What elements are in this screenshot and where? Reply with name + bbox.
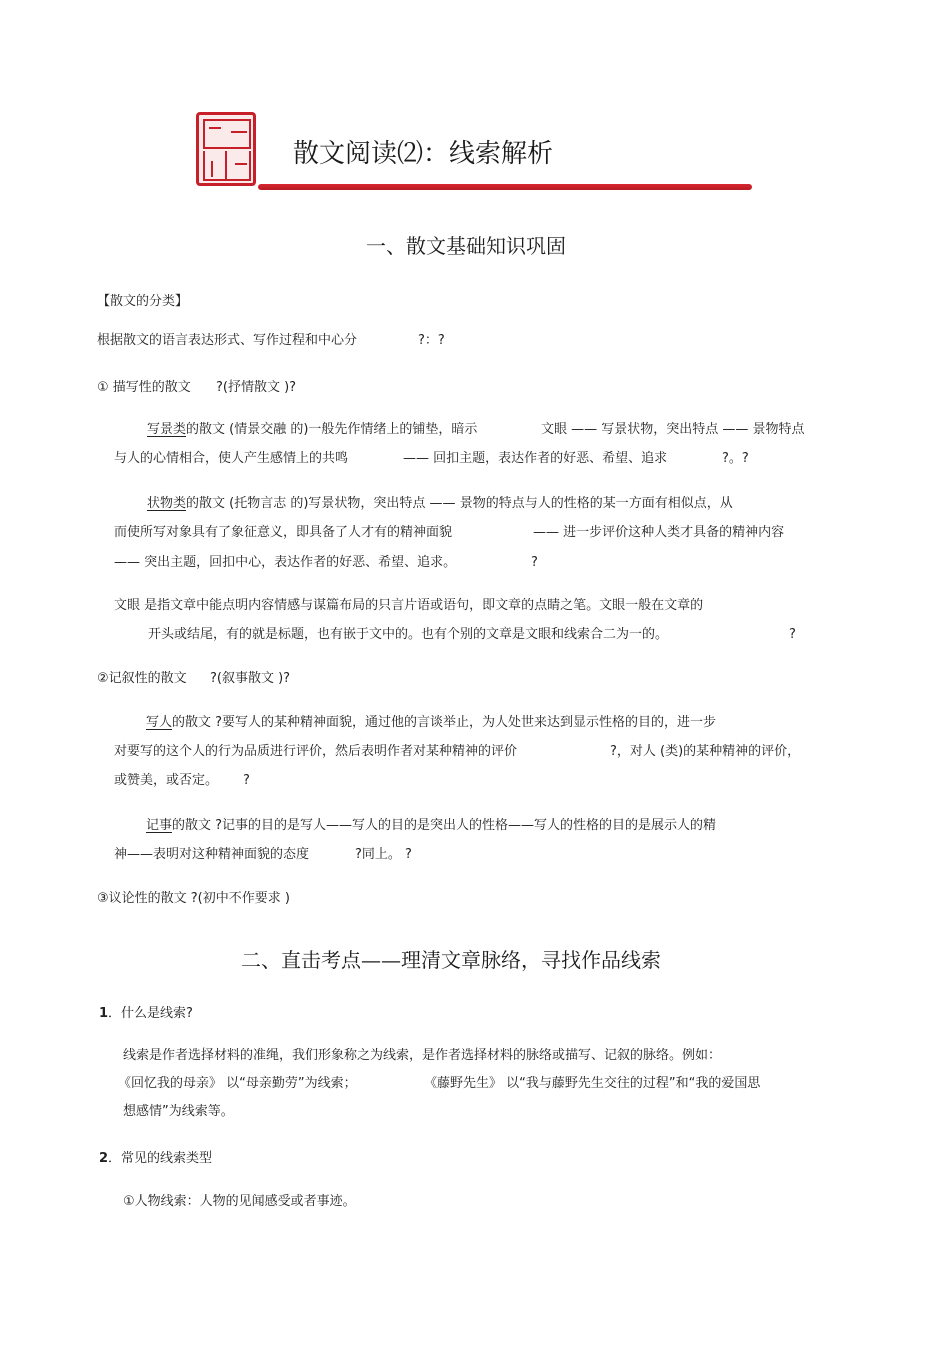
jishi-text-2: 神——表明对这种精神面貌的态度	[114, 847, 310, 862]
zhuangwu-text-3: —— 突出主题，回扣中心，表达作者的好恶、希望、追求。	[114, 555, 457, 570]
page-title: 散文阅读⑵：线索解析	[293, 139, 554, 169]
term-xieren: 写人	[146, 715, 173, 730]
q2-number: 2	[99, 1151, 109, 1166]
term-jishi: 记事	[146, 818, 173, 833]
q2-text-1: ①人物线索：人物的见闻感受或者事迹。	[123, 1194, 356, 1209]
category-label: 【散文的分类】	[97, 294, 189, 309]
xiejing-text-2: 与人的心情相合，使人产生感情上的共鸣	[114, 451, 349, 466]
wenyan-text-2b: ?	[789, 627, 796, 642]
item2-heading: ②记叙性的散文	[97, 671, 187, 686]
seal-stroke	[211, 161, 213, 177]
seal-glyph	[203, 119, 227, 149]
xieren-text-2: 对要写的这个人的行为品质进行评价，然后表明作者对某种精神的评价	[114, 744, 518, 759]
xieren-text-3: 或赞美，或否定。	[114, 773, 219, 788]
seal-stroke	[231, 131, 247, 133]
item3-heading: ③议论性的散文 ?(初中不作要求 )	[97, 891, 290, 906]
jishi-line1	[146, 818, 716, 834]
jishi-text-2b: ?同上。 ?	[355, 847, 412, 862]
intro-marks: ?：?	[418, 333, 445, 348]
q1-number: 1	[99, 1006, 109, 1021]
section-heading-2: 二、直击考点——理清文章脉络，寻找作品线索	[241, 948, 661, 972]
xieren-text-3b: ?	[243, 773, 250, 788]
seal-stroke	[209, 127, 221, 129]
q2-heading	[99, 1151, 212, 1167]
q1-text-2b: 《藤野先生》 以“我与藤野先生交往的过程”和“我的爱国思	[424, 1076, 761, 1091]
q2-title: ．常见的线索类型	[108, 1151, 213, 1166]
xieren-line1	[146, 715, 716, 731]
zhuangwu-text-2: 而使所写对象具有了象征意义，即具备了人才有的精神面貌	[114, 525, 453, 540]
item2-paren: ?(叙事散文 )?	[210, 671, 291, 686]
zhuangwu-text-3b: ?	[531, 555, 538, 570]
item1-paren: ?(抒情散文 )?	[216, 380, 297, 395]
xiejing-line1	[147, 422, 477, 438]
xiejing-text-1b: 文眼 —— 写景状物，突出特点 —— 景物特点	[541, 422, 805, 437]
seal-stamp	[196, 112, 256, 186]
item1-heading: ① 描写性的散文	[97, 380, 191, 395]
q1-text-2a: 《回忆我的母亲》 以“母亲勤劳”为线索；	[118, 1076, 357, 1091]
title-underline	[258, 184, 752, 190]
q1-title: ．什么是线索?	[108, 1006, 193, 1021]
wenyan-text-1: 文眼 是指文章中能点明内容情感与谋篇布局的只言片语或语句，即文章的点睛之笔。文眼一般在文章的	[114, 598, 704, 613]
xiejing-text-2c: ?。?	[722, 451, 749, 466]
section-heading-1: 一、散文基础知识巩固	[366, 234, 566, 258]
intro-text: 根据散文的语言表达形式、写作过程和中心分	[97, 333, 358, 348]
q1-text-3: 想感情”为线索等。	[123, 1104, 234, 1119]
jishi-text-1: 的散文 ?记事的目的是写人——写人的目的是突出人的性格——写人的性格的目的是展示人的精	[172, 818, 717, 833]
q1-heading	[99, 1006, 193, 1022]
xiejing-text-2b: —— 回扣主题，表达作者的好恶、希望、追求	[403, 451, 668, 466]
xiejing-text-1a: 的散文 (情景交融 的)一般先作情绪上的铺垫，暗示	[186, 422, 478, 437]
wenyan-text-2: 开头或结尾，有的就是标题，也有嵌于文中的。也有个别的文章是文眼和线索合二为一的。	[148, 627, 669, 642]
seal-glyph	[227, 151, 251, 181]
seal-glyph	[227, 119, 251, 149]
q1-text-1: 线索是作者选择材料的准绳，我们形象称之为线索，是作者选择材料的脉络或描写、记叙的脉络。例如：	[123, 1048, 722, 1063]
zhuangwu-text-2b: —— 进一步评价这种人类才具备的精神内容	[533, 525, 785, 540]
zhuangwu-line1	[147, 496, 733, 512]
xieren-text-2b: ?，对人 (类)的某种精神的评价，	[610, 744, 801, 759]
term-zhuangwu: 状物类	[147, 496, 187, 511]
xieren-text-1: 的散文 ?要写人的某种精神面貌，通过他的言谈举止，为人处世来达到显示性格的目的，进一步	[172, 715, 717, 730]
seal-glyph	[203, 151, 227, 181]
term-xiejing: 写景类	[147, 422, 187, 437]
seal-stroke	[235, 163, 247, 165]
zhuangwu-text-1: 的散文 (托物言志 的)写景状物，突出特点 —— 景物的特点与人的性格的某一方面有相似点，从	[186, 496, 733, 511]
